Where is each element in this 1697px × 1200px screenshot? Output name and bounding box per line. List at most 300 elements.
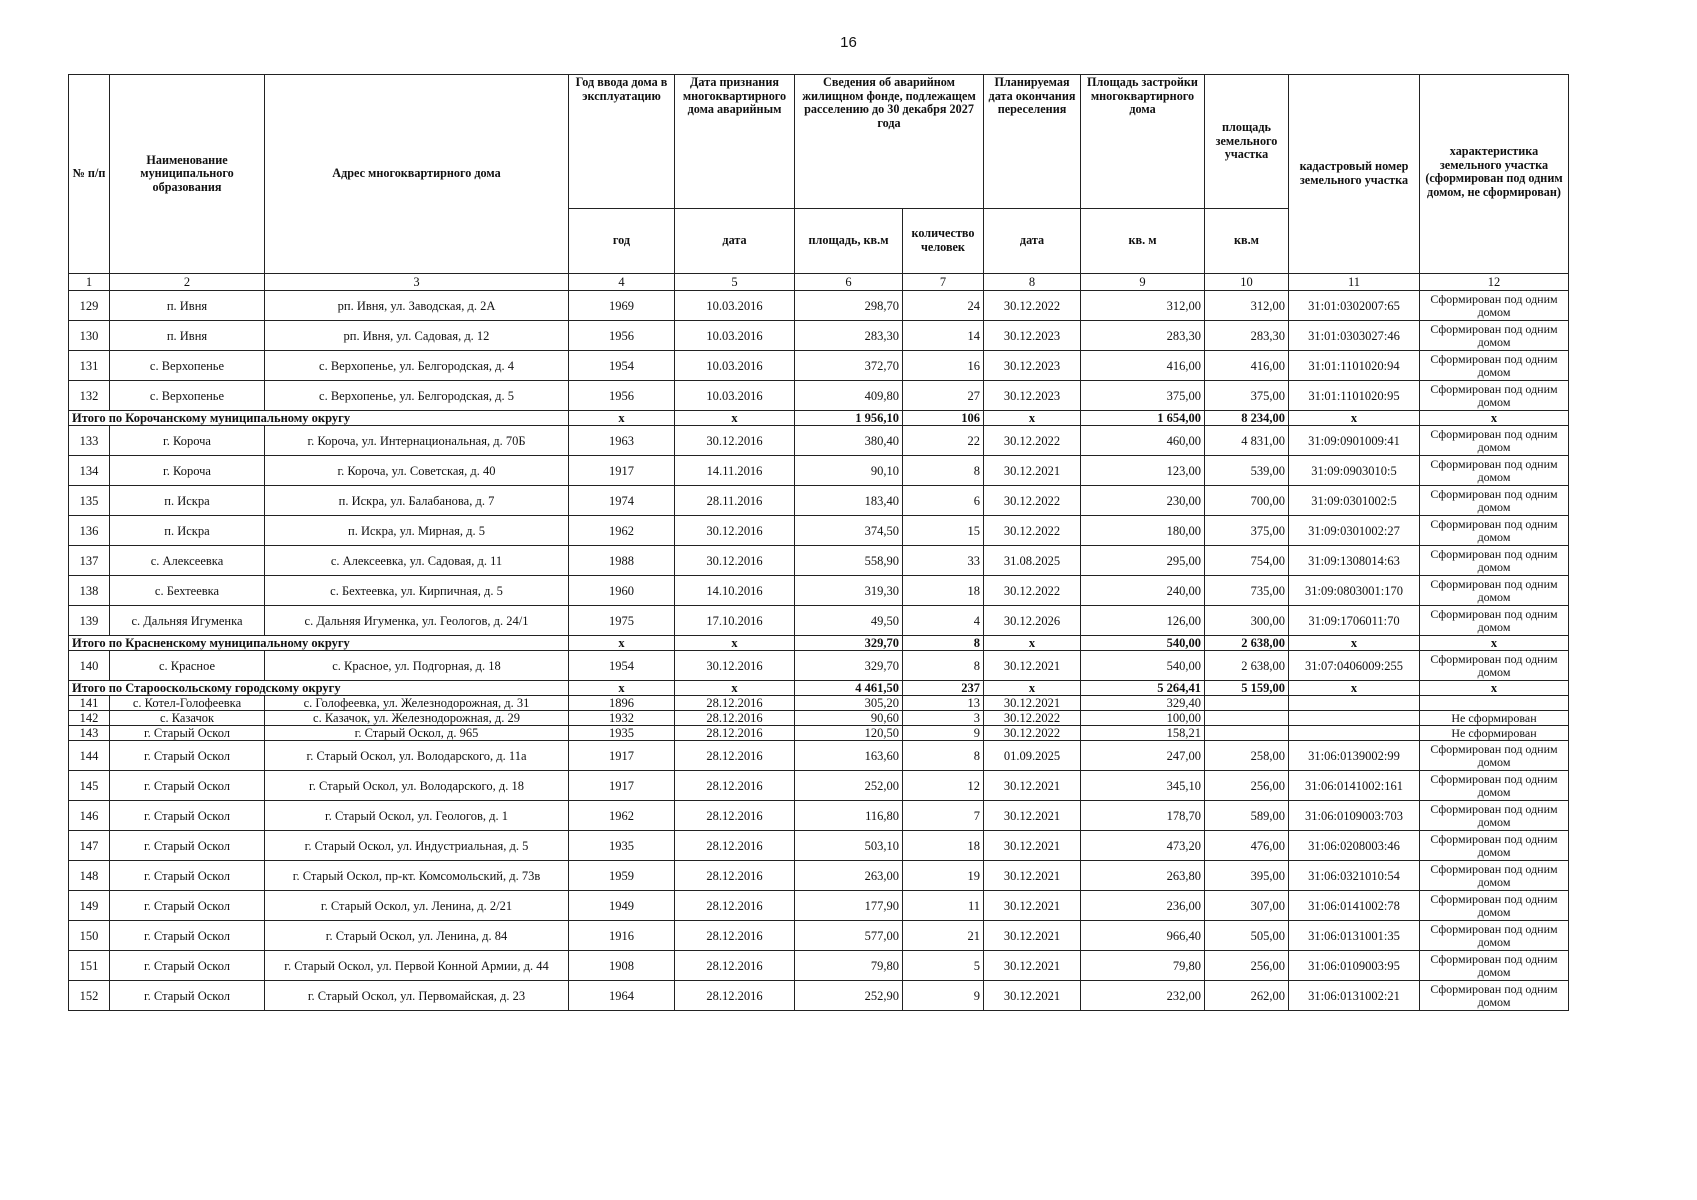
people-cell: 3	[903, 711, 984, 726]
emergency-date-cell: 14.10.2016	[675, 576, 795, 606]
table-row	[69, 981, 1569, 1011]
address-cell: г. Короча, ул. Советская, д. 40	[265, 456, 569, 486]
table-row	[69, 291, 1569, 321]
row-number: 141	[69, 696, 110, 711]
year-cell: 1917	[569, 456, 675, 486]
cadastral-cell: 31:06:0109003:703	[1289, 801, 1420, 831]
cadastral-cell: 31:09:0301002:27	[1289, 516, 1420, 546]
cadastral-cell	[1289, 711, 1420, 726]
address-cell: с. Казачок, ул. Железнодорожная, д. 29	[265, 711, 569, 726]
row-number: 131	[69, 351, 110, 381]
building-area-cell: 329,40	[1081, 696, 1205, 711]
land-area-cell: 256,00	[1205, 771, 1289, 801]
cadastral-cell: 31:06:0109003:95	[1289, 951, 1420, 981]
total-building-cell: 5 264,41	[1081, 681, 1205, 696]
header-no: № п/п	[69, 75, 110, 274]
year-cell: 1916	[569, 921, 675, 951]
land-area-cell	[1205, 696, 1289, 711]
area-cell: 263,00	[795, 861, 903, 891]
people-cell: 7	[903, 801, 984, 831]
land-area-cell: 416,00	[1205, 351, 1289, 381]
emergency-date-cell: 17.10.2016	[675, 606, 795, 636]
year-cell: 1935	[569, 726, 675, 741]
year-cell: 1974	[569, 486, 675, 516]
land-area-cell: 375,00	[1205, 381, 1289, 411]
cadastral-cell: 31:06:0139002:99	[1289, 741, 1420, 771]
total-year-cell: x	[569, 636, 675, 651]
subtotal-row	[69, 636, 1569, 651]
address-cell: г. Короча, ул. Интернациональная, д. 70Б	[265, 426, 569, 456]
total-land-cell: 2 638,00	[1205, 636, 1289, 651]
planned-date-cell: 30.12.2021	[984, 456, 1081, 486]
table-row	[69, 951, 1569, 981]
year-cell: 1956	[569, 381, 675, 411]
total-people-cell: 8	[903, 636, 984, 651]
area-cell: 372,70	[795, 351, 903, 381]
building-area-cell: 126,00	[1081, 606, 1205, 636]
land-char-cell: Сформирован под одним домом	[1420, 546, 1569, 576]
people-cell: 18	[903, 576, 984, 606]
address-cell: с. Алексеевка, ул. Садовая, д. 11	[265, 546, 569, 576]
municipality-cell: с. Красное	[110, 651, 265, 681]
total-area-cell: 1 956,10	[795, 411, 903, 426]
people-cell: 24	[903, 291, 984, 321]
people-cell: 5	[903, 951, 984, 981]
row-number: 136	[69, 516, 110, 546]
table-row	[69, 801, 1569, 831]
row-number: 147	[69, 831, 110, 861]
land-area-cell: 735,00	[1205, 576, 1289, 606]
area-cell: 305,20	[795, 696, 903, 711]
planned-date-cell: 30.12.2022	[984, 486, 1081, 516]
row-number: 146	[69, 801, 110, 831]
column-number: 6	[795, 274, 903, 291]
municipality-cell: г. Старый Оскол	[110, 741, 265, 771]
land-area-cell: 476,00	[1205, 831, 1289, 861]
municipality-cell: г. Старый Оскол	[110, 861, 265, 891]
planned-date-cell: 30.12.2023	[984, 381, 1081, 411]
table-row	[69, 696, 1569, 711]
land-area-cell: 700,00	[1205, 486, 1289, 516]
emergency-date-cell: 14.11.2016	[675, 456, 795, 486]
total-date-cell: x	[675, 411, 795, 426]
year-cell: 1954	[569, 351, 675, 381]
municipality-cell: с. Котел-Голофеевка	[110, 696, 265, 711]
building-area-cell: 473,20	[1081, 831, 1205, 861]
land-char-cell: Сформирован под одним домом	[1420, 576, 1569, 606]
area-cell: 319,30	[795, 576, 903, 606]
area-cell: 183,40	[795, 486, 903, 516]
emergency-date-cell: 28.12.2016	[675, 831, 795, 861]
land-area-cell: 539,00	[1205, 456, 1289, 486]
table-row	[69, 351, 1569, 381]
table-row	[69, 831, 1569, 861]
header-sub-people: количество человек	[903, 209, 984, 274]
building-area-cell: 966,40	[1081, 921, 1205, 951]
address-cell: п. Искра, ул. Балабанова, д. 7	[265, 486, 569, 516]
row-number: 144	[69, 741, 110, 771]
total-year-cell: x	[569, 411, 675, 426]
row-number: 137	[69, 546, 110, 576]
address-cell: г. Старый Оскол, ул. Первомайская, д. 23	[265, 981, 569, 1011]
emergency-date-cell: 28.12.2016	[675, 711, 795, 726]
emergency-date-cell: 28.12.2016	[675, 951, 795, 981]
column-number: 1	[69, 274, 110, 291]
planned-date-cell: 30.12.2021	[984, 771, 1081, 801]
address-cell: с. Голофеевка, ул. Железнодорожная, д. 31	[265, 696, 569, 711]
total-planned-cell: x	[984, 411, 1081, 426]
planned-date-cell: 30.12.2022	[984, 711, 1081, 726]
emergency-date-cell: 10.03.2016	[675, 321, 795, 351]
land-area-cell: 256,00	[1205, 951, 1289, 981]
emergency-date-cell: 28.12.2016	[675, 801, 795, 831]
people-cell: 13	[903, 696, 984, 711]
row-number: 149	[69, 891, 110, 921]
land-char-cell: Сформирован под одним домом	[1420, 981, 1569, 1011]
cadastral-cell: 31:09:0301002:5	[1289, 486, 1420, 516]
municipality-cell: п. Искра	[110, 486, 265, 516]
planned-date-cell: 30.12.2021	[984, 801, 1081, 831]
planned-date-cell: 30.12.2021	[984, 921, 1081, 951]
municipality-cell: г. Старый Оскол	[110, 981, 265, 1011]
total-cadastral-cell: x	[1289, 681, 1420, 696]
cadastral-cell: 31:06:0141002:161	[1289, 771, 1420, 801]
header-sub-date: дата	[675, 209, 795, 274]
cadastral-cell	[1289, 726, 1420, 741]
planned-date-cell: 30.12.2021	[984, 651, 1081, 681]
emergency-date-cell: 28.12.2016	[675, 861, 795, 891]
emergency-date-cell: 28.12.2016	[675, 726, 795, 741]
year-cell: 1963	[569, 426, 675, 456]
planned-date-cell: 31.08.2025	[984, 546, 1081, 576]
table-row	[69, 741, 1569, 771]
land-char-cell	[1420, 696, 1569, 711]
planned-date-cell: 30.12.2021	[984, 891, 1081, 921]
planned-date-cell: 30.12.2021	[984, 831, 1081, 861]
header-sub-area: площадь, кв.м	[795, 209, 903, 274]
table-row	[69, 486, 1569, 516]
area-cell: 79,80	[795, 951, 903, 981]
building-area-cell: 460,00	[1081, 426, 1205, 456]
land-char-cell: Не сформирован	[1420, 726, 1569, 741]
address-cell: г. Старый Оскол, ул. Индустриальная, д. 5	[265, 831, 569, 861]
emergency-date-cell: 28.12.2016	[675, 771, 795, 801]
row-number: 132	[69, 381, 110, 411]
row-number: 139	[69, 606, 110, 636]
building-area-cell: 232,00	[1081, 981, 1205, 1011]
page-number: 16	[840, 34, 857, 51]
total-date-cell: x	[675, 681, 795, 696]
address-cell: г. Старый Оскол, ул. Геологов, д. 1	[265, 801, 569, 831]
header-sub-kvm: кв. м	[1081, 209, 1205, 274]
header-emergency-info: Сведения об аварийном жилищном фонде, подлежащем расселению до 30 декабря 2027 года	[795, 75, 984, 209]
year-cell: 1975	[569, 606, 675, 636]
column-number-row	[69, 274, 1569, 291]
land-area-cell: 300,00	[1205, 606, 1289, 636]
cadastral-cell: 31:09:1706011:70	[1289, 606, 1420, 636]
land-area-cell	[1205, 711, 1289, 726]
header-year-commission: Год ввода дома в эксплуатацию	[569, 75, 675, 209]
housing-register-table	[68, 74, 1569, 1011]
cadastral-cell: 31:06:0131002:21	[1289, 981, 1420, 1011]
building-area-cell: 79,80	[1081, 951, 1205, 981]
municipality-cell: с. Дальняя Игуменка	[110, 606, 265, 636]
total-building-cell: 540,00	[1081, 636, 1205, 651]
emergency-date-cell: 30.12.2016	[675, 546, 795, 576]
land-area-cell	[1205, 726, 1289, 741]
cadastral-cell: 31:01:1101020:94	[1289, 351, 1420, 381]
address-cell: г. Старый Оскол, ул. Ленина, д. 84	[265, 921, 569, 951]
column-number: 11	[1289, 274, 1420, 291]
header-date-emergency: Дата признания многоквартирного дома аварийным	[675, 75, 795, 209]
cadastral-cell: 31:06:0131001:35	[1289, 921, 1420, 951]
land-area-cell: 754,00	[1205, 546, 1289, 576]
people-cell: 8	[903, 741, 984, 771]
cadastral-cell: 31:09:0903010:5	[1289, 456, 1420, 486]
area-cell: 283,30	[795, 321, 903, 351]
building-area-cell: 158,21	[1081, 726, 1205, 741]
municipality-cell: с. Верхопенье	[110, 381, 265, 411]
emergency-date-cell: 30.12.2016	[675, 516, 795, 546]
header-sub-kvm2: кв.м	[1205, 209, 1289, 274]
area-cell: 409,80	[795, 381, 903, 411]
municipality-cell: г. Старый Оскол	[110, 771, 265, 801]
table-row	[69, 651, 1569, 681]
area-cell: 120,50	[795, 726, 903, 741]
building-area-cell: 178,70	[1081, 801, 1205, 831]
building-area-cell: 247,00	[1081, 741, 1205, 771]
row-number: 129	[69, 291, 110, 321]
planned-date-cell: 30.12.2022	[984, 726, 1081, 741]
cadastral-cell: 31:06:0321010:54	[1289, 861, 1420, 891]
cadastral-cell: 31:09:0901009:41	[1289, 426, 1420, 456]
land-area-cell: 283,30	[1205, 321, 1289, 351]
area-cell: 163,60	[795, 741, 903, 771]
year-cell: 1962	[569, 801, 675, 831]
people-cell: 18	[903, 831, 984, 861]
cadastral-cell: 31:01:1101020:95	[1289, 381, 1420, 411]
column-number: 5	[675, 274, 795, 291]
table-row	[69, 726, 1569, 741]
year-cell: 1935	[569, 831, 675, 861]
emergency-date-cell: 10.03.2016	[675, 351, 795, 381]
table-row	[69, 921, 1569, 951]
total-area-cell: 4 461,50	[795, 681, 903, 696]
people-cell: 8	[903, 456, 984, 486]
building-area-cell: 540,00	[1081, 651, 1205, 681]
municipality-cell: г. Короча	[110, 426, 265, 456]
total-building-cell: 1 654,00	[1081, 411, 1205, 426]
municipality-cell: г. Старый Оскол	[110, 891, 265, 921]
building-area-cell: 100,00	[1081, 711, 1205, 726]
cadastral-cell: 31:06:0208003:46	[1289, 831, 1420, 861]
cadastral-cell: 31:09:0803001:170	[1289, 576, 1420, 606]
land-area-cell: 395,00	[1205, 861, 1289, 891]
subtotal-row	[69, 411, 1569, 426]
land-area-cell: 375,00	[1205, 516, 1289, 546]
land-char-cell: Сформирован под одним домом	[1420, 861, 1569, 891]
municipality-cell: с. Казачок	[110, 711, 265, 726]
row-number: 151	[69, 951, 110, 981]
municipality-cell: с. Бехтеевка	[110, 576, 265, 606]
total-planned-cell: x	[984, 681, 1081, 696]
land-char-cell: Сформирован под одним домом	[1420, 321, 1569, 351]
emergency-date-cell: 28.12.2016	[675, 696, 795, 711]
area-cell: 252,00	[795, 771, 903, 801]
land-char-cell: Сформирован под одним домом	[1420, 831, 1569, 861]
row-number: 140	[69, 651, 110, 681]
row-number: 145	[69, 771, 110, 801]
people-cell: 11	[903, 891, 984, 921]
column-number: 9	[1081, 274, 1205, 291]
area-cell: 380,40	[795, 426, 903, 456]
building-area-cell: 416,00	[1081, 351, 1205, 381]
planned-date-cell: 30.12.2021	[984, 861, 1081, 891]
subtotal-label: Итого по Корочанскому муниципальному округу	[69, 411, 569, 426]
land-char-cell: Сформирован под одним домом	[1420, 381, 1569, 411]
header-building-area: Площадь застройки многоквартирного дома	[1081, 75, 1205, 209]
subtotal-row	[69, 681, 1569, 696]
land-area-cell: 505,00	[1205, 921, 1289, 951]
building-area-cell: 123,00	[1081, 456, 1205, 486]
people-cell: 9	[903, 726, 984, 741]
planned-date-cell: 30.12.2026	[984, 606, 1081, 636]
row-number: 138	[69, 576, 110, 606]
subtotal-label: Итого по Красненскому муниципальному округу	[69, 636, 569, 651]
land-char-cell: Сформирован под одним домом	[1420, 426, 1569, 456]
municipality-cell: г. Старый Оскол	[110, 831, 265, 861]
building-area-cell: 263,80	[1081, 861, 1205, 891]
column-number: 4	[569, 274, 675, 291]
row-number: 135	[69, 486, 110, 516]
row-number: 152	[69, 981, 110, 1011]
land-char-cell: Сформирован под одним домом	[1420, 921, 1569, 951]
municipality-cell: п. Искра	[110, 516, 265, 546]
land-char-cell: Сформирован под одним домом	[1420, 891, 1569, 921]
address-cell: г. Старый Оскол, ул. Ленина, д. 2/21	[265, 891, 569, 921]
row-number: 130	[69, 321, 110, 351]
building-area-cell: 295,00	[1081, 546, 1205, 576]
table-row	[69, 711, 1569, 726]
cadastral-cell: 31:01:0303027:46	[1289, 321, 1420, 351]
building-area-cell: 230,00	[1081, 486, 1205, 516]
address-cell: с. Красное, ул. Подгорная, д. 18	[265, 651, 569, 681]
table-row	[69, 546, 1569, 576]
municipality-cell: г. Старый Оскол	[110, 951, 265, 981]
address-cell: г. Старый Оскол, ул. Володарского, д. 11а	[265, 741, 569, 771]
address-cell: г. Старый Оскол, пр-кт. Комсомольский, д. 73в	[265, 861, 569, 891]
emergency-date-cell: 30.12.2016	[675, 426, 795, 456]
year-cell: 1908	[569, 951, 675, 981]
emergency-date-cell: 28.12.2016	[675, 921, 795, 951]
subtotal-label: Итого по Старооскольскому городскому округу	[69, 681, 569, 696]
land-area-cell: 589,00	[1205, 801, 1289, 831]
emergency-date-cell: 28.11.2016	[675, 486, 795, 516]
address-cell: с. Дальняя Игуменка, ул. Геологов, д. 24/1	[265, 606, 569, 636]
total-cadastral-cell: x	[1289, 411, 1420, 426]
emergency-date-cell: 10.03.2016	[675, 291, 795, 321]
people-cell: 9	[903, 981, 984, 1011]
area-cell: 374,50	[795, 516, 903, 546]
land-area-cell: 2 638,00	[1205, 651, 1289, 681]
table-body	[69, 291, 1569, 1011]
people-cell: 4	[903, 606, 984, 636]
cadastral-cell: 31:09:1308014:63	[1289, 546, 1420, 576]
table-row	[69, 456, 1569, 486]
planned-date-cell: 30.12.2022	[984, 516, 1081, 546]
building-area-cell: 240,00	[1081, 576, 1205, 606]
building-area-cell: 283,30	[1081, 321, 1205, 351]
area-cell: 90,10	[795, 456, 903, 486]
address-cell: рп. Ивня, ул. Заводская, д. 2А	[265, 291, 569, 321]
year-cell: 1954	[569, 651, 675, 681]
column-number: 12	[1420, 274, 1569, 291]
municipality-cell: г. Старый Оскол	[110, 801, 265, 831]
total-cadastral-cell: x	[1289, 636, 1420, 651]
table-row	[69, 861, 1569, 891]
year-cell: 1969	[569, 291, 675, 321]
address-cell: г. Старый Оскол, ул. Володарского, д. 18	[265, 771, 569, 801]
building-area-cell: 180,00	[1081, 516, 1205, 546]
table-row	[69, 426, 1569, 456]
land-char-cell: Сформирован под одним домом	[1420, 486, 1569, 516]
table-row	[69, 381, 1569, 411]
column-number: 10	[1205, 274, 1289, 291]
land-area-cell: 262,00	[1205, 981, 1289, 1011]
header-land-char: характеристика земельного участка (сформирован под одним домом, не сформирован)	[1420, 75, 1569, 274]
row-number: 150	[69, 921, 110, 951]
column-number: 8	[984, 274, 1081, 291]
header-planned-end: Планируемая дата окончания переселения	[984, 75, 1081, 209]
total-land-cell: 8 234,00	[1205, 411, 1289, 426]
area-cell: 49,50	[795, 606, 903, 636]
municipality-cell: г. Короча	[110, 456, 265, 486]
row-number: 133	[69, 426, 110, 456]
planned-date-cell: 30.12.2022	[984, 291, 1081, 321]
total-char-cell: x	[1420, 681, 1569, 696]
address-cell: с. Верхопенье, ул. Белгородская, д. 5	[265, 381, 569, 411]
municipality-cell: с. Алексеевка	[110, 546, 265, 576]
header-land-area: площадь земельного участка	[1205, 75, 1289, 209]
area-cell: 329,70	[795, 651, 903, 681]
emergency-date-cell: 28.12.2016	[675, 891, 795, 921]
emergency-date-cell: 10.03.2016	[675, 381, 795, 411]
land-char-cell: Сформирован под одним домом	[1420, 516, 1569, 546]
people-cell: 21	[903, 921, 984, 951]
year-cell: 1988	[569, 546, 675, 576]
building-area-cell: 375,00	[1081, 381, 1205, 411]
municipality-cell: с. Верхопенье	[110, 351, 265, 381]
people-cell: 27	[903, 381, 984, 411]
header-cadastral: кадастровый номер земельного участка	[1289, 75, 1420, 274]
people-cell: 15	[903, 516, 984, 546]
area-cell: 90,60	[795, 711, 903, 726]
emergency-date-cell: 28.12.2016	[675, 981, 795, 1011]
planned-date-cell: 30.12.2021	[984, 981, 1081, 1011]
area-cell: 298,70	[795, 291, 903, 321]
emergency-date-cell: 28.12.2016	[675, 741, 795, 771]
year-cell: 1932	[569, 711, 675, 726]
land-char-cell: Сформирован под одним домом	[1420, 456, 1569, 486]
area-cell: 558,90	[795, 546, 903, 576]
total-year-cell: x	[569, 681, 675, 696]
row-number: 143	[69, 726, 110, 741]
planned-date-cell: 30.12.2023	[984, 351, 1081, 381]
people-cell: 19	[903, 861, 984, 891]
land-char-cell: Сформирован под одним домом	[1420, 741, 1569, 771]
address-cell: рп. Ивня, ул. Садовая, д. 12	[265, 321, 569, 351]
land-char-cell: Сформирован под одним домом	[1420, 606, 1569, 636]
